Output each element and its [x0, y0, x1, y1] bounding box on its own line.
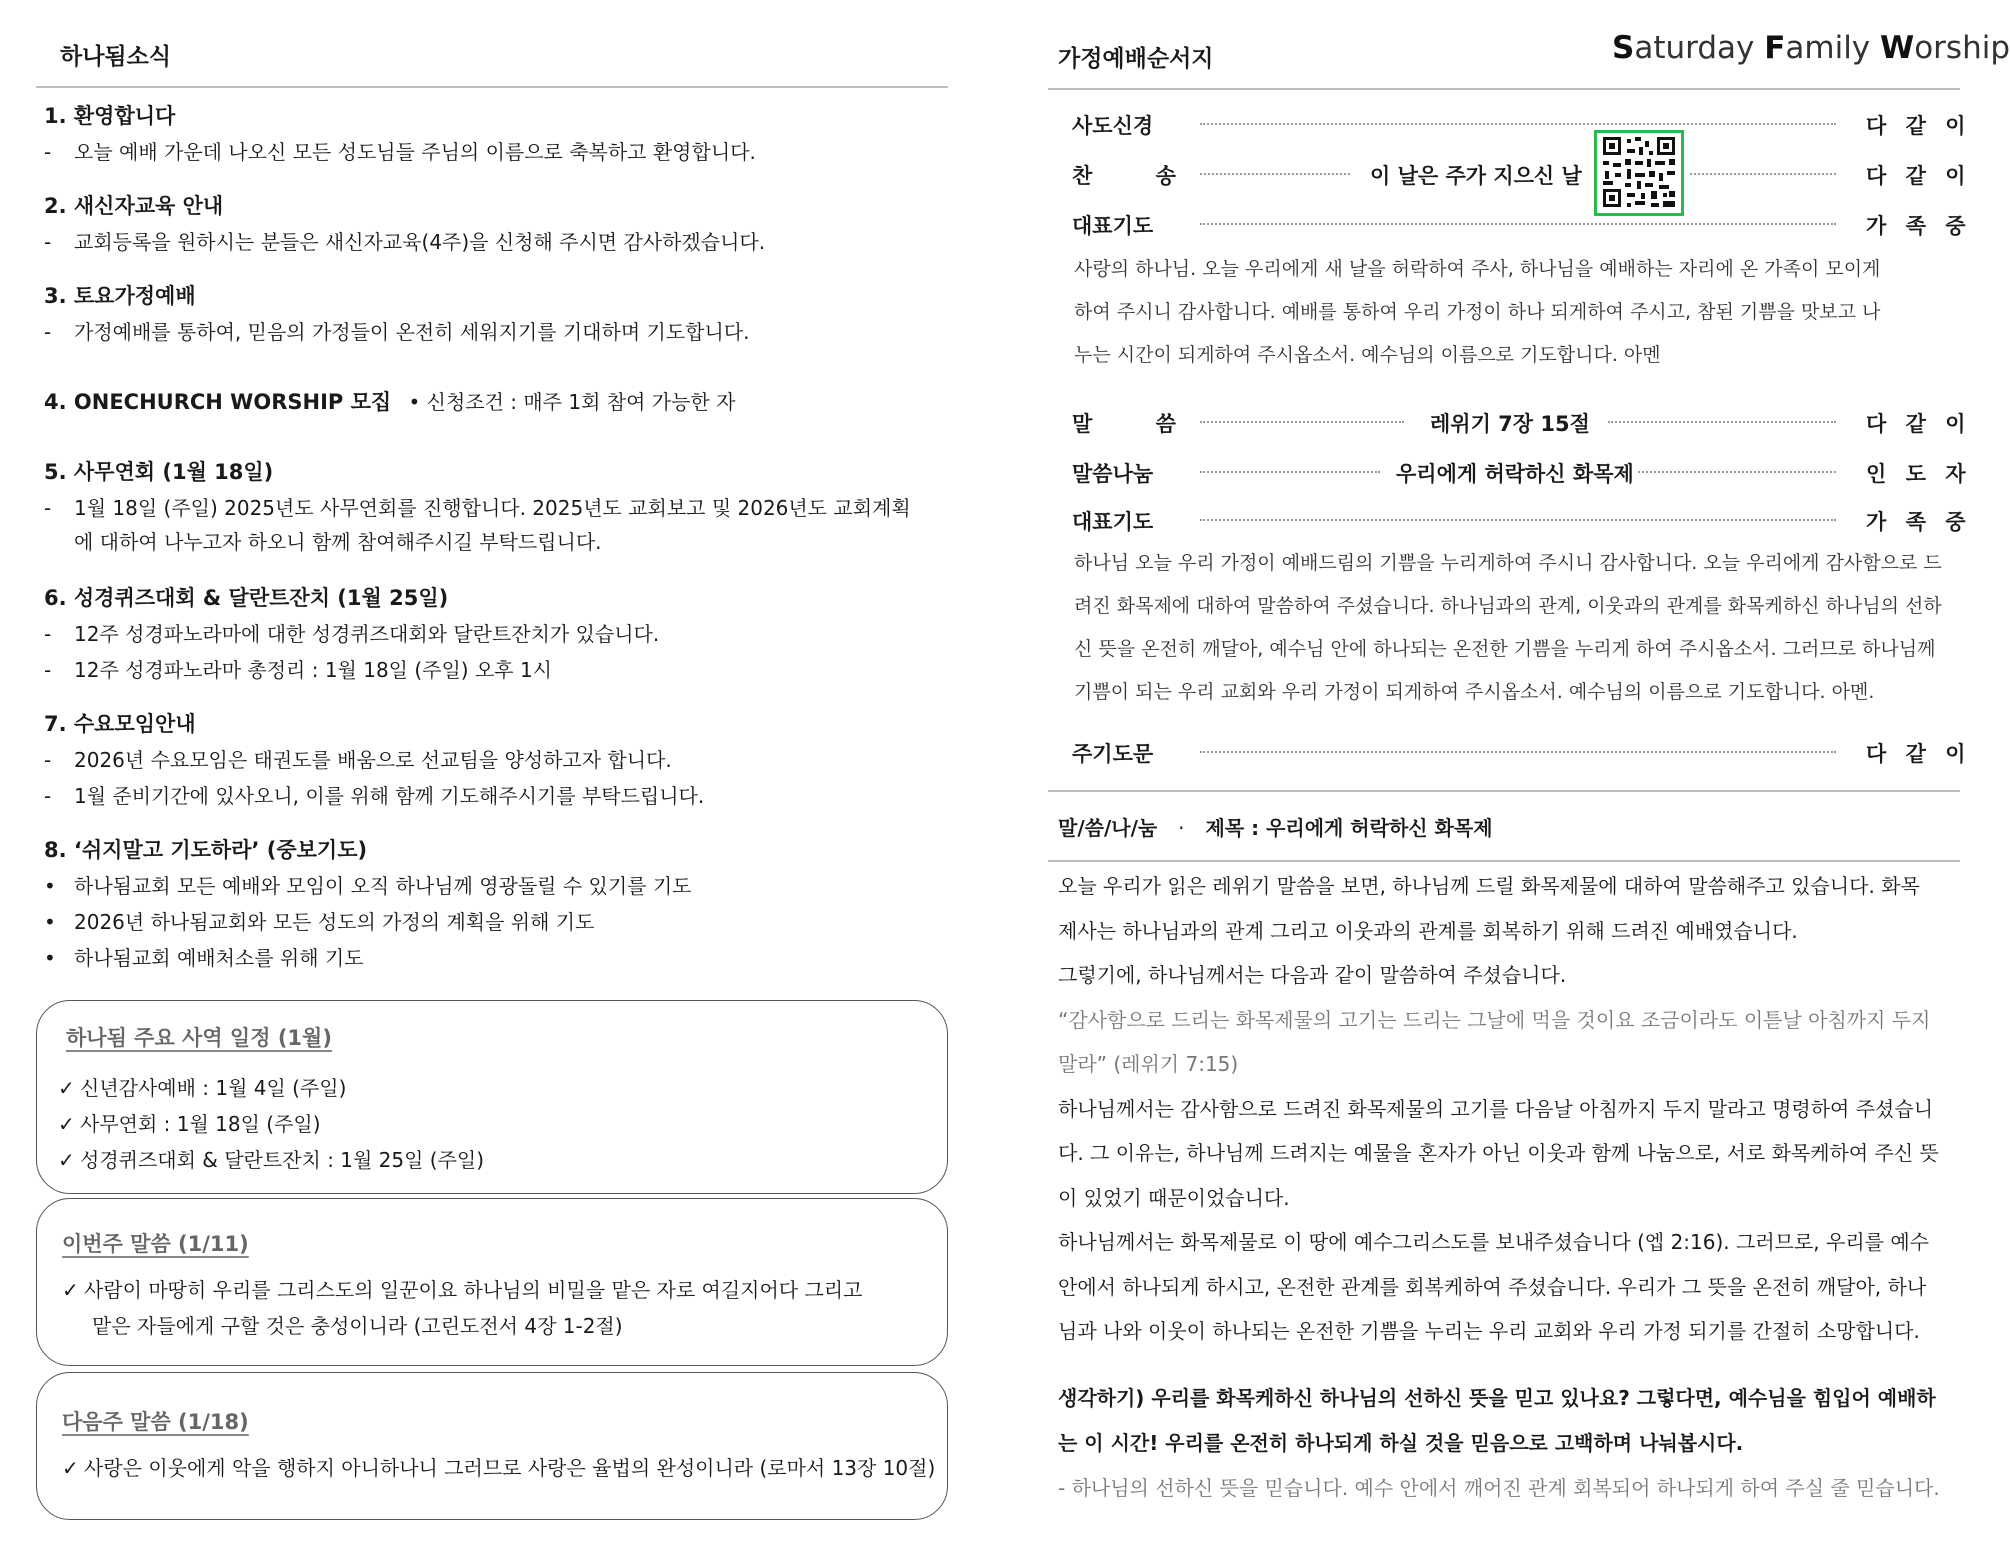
order-role: 다 같 이: [1866, 114, 1972, 138]
sermon-line: 다. 그 이유는, 하나님께 드려지는 예물을 혼자가 아닌 이웃과 함께 나눔으로, 서로 화목케하여 주신 뜻: [1058, 1141, 1939, 1165]
scripture-quote: 말라” (레위기 7:15): [1058, 1052, 1239, 1076]
notice-line: - 12주 성경파노라마 총정리 : 1월 18일 (주일) 오후 1시: [44, 658, 552, 682]
check-icon: ✓: [58, 1076, 75, 1100]
sermon-top-divider: [1048, 790, 1960, 792]
dotted-leader: [1200, 519, 1836, 521]
sermon-line: 안에서 하나되게 하시고, 온전한 관계를 회복케하여 주셨습니다. 우리가 그 뜻을 온전히 깨달아, 하나: [1058, 1274, 1927, 1299]
verse-line: ✓ 사랑은 이웃에게 악을 행하지 아니하나니 그러므로 사랑은 율법의 완성이니라 (로마서 13장 10절): [62, 1456, 936, 1480]
sermon-line: 오늘 우리가 읽은 레위기 말씀을 보면, 하나님께 드릴 화목제물에 대하여 말씀해주고 있습니다. 화목: [1058, 874, 1920, 898]
prayer-bullet: • 2026년 하나됨교회와 모든 성도의 가정의 계획을 위해 기도: [44, 910, 595, 934]
notice-title-5: 5. 사무연회 (1월 18일): [44, 460, 274, 484]
schedule-title: 하나됨 주요 사역 일정 (1월): [66, 1026, 332, 1050]
notice-line: - 1월 준비기간에 있사오니, 이를 위해 함께 기도해주시기를 부탁드립니다.: [44, 784, 705, 808]
order-role: 가 족 중: [1866, 214, 1972, 238]
verse-line: ✓ 사람이 마땅히 우리를 그리스도의 일꾼이요 하나님의 비밀을 맡은 자로 여길지어다 그리고: [62, 1278, 863, 1302]
sermon-line: 하나님께서는 화목제물로 이 땅에 예수그리스도를 보내주셨습니다 (엡 2:16). 그러므로, 우리를 예수: [1058, 1230, 1929, 1254]
dotted-leader: [1200, 123, 1836, 125]
order-label: 대표기도: [1072, 510, 1154, 534]
order-label: 말 씀: [1072, 412, 1204, 436]
order-label: 주기도문: [1072, 742, 1154, 766]
schedule-item: ✓ 신년감사예배 : 1월 4일 (주일): [58, 1076, 347, 1100]
notice-title-7: 7. 수요모임안내: [44, 712, 196, 736]
next-week-verse-box: [36, 1372, 948, 1520]
check-icon: ✓: [62, 1278, 79, 1302]
notice-title-1: 1. 환영합니다: [44, 104, 176, 128]
dotted-leader: [1638, 471, 1836, 473]
dotted-leader: [1200, 173, 1350, 175]
dotted-leader: [1200, 421, 1404, 423]
next-week-verse-title: 다음주 말씀 (1/18): [62, 1410, 249, 1434]
order-label: 말씀나눔: [1072, 462, 1154, 486]
order-item: 레위기 7장 15절: [1430, 412, 1590, 436]
order-role: 가 족 중: [1866, 510, 1972, 534]
notice-line: - 가정예배를 통하여, 믿음의 가정들이 온전히 세워지기를 기대하며 기도합니다.: [44, 320, 750, 344]
order-role: 다 같 이: [1866, 164, 1972, 188]
prayer-bullet: • 하나됨교회 예배처소를 위해 기도: [44, 946, 364, 970]
notice-line: 에 대하여 나누고자 하오니 함께 참여해주시길 부탁드립니다.: [74, 530, 602, 554]
sermon-body: [1058, 864, 1958, 1354]
check-icon: ✓: [58, 1148, 75, 1172]
notice-line: - 교회등록을 원하시는 분들은 새신자교육(4주)을 신청해 주시면 감사하겠습니다.: [44, 230, 766, 254]
notice-line: - 오늘 예배 가운데 나오신 모든 성도님들 주님의 이름으로 축복하고 환영합니다.: [44, 140, 756, 164]
sermon-line: 님과 나와 이웃이 하나되는 온전한 기쁨을 누리는 우리 교회와 우리 가정 되기를 간절히 소망합니다.: [1058, 1319, 1920, 1343]
verse-line: 맡은 자들에게 구할 것은 충성이니라 (고린도전서 4장 1-2절): [92, 1314, 623, 1338]
qr-code-icon[interactable]: [1594, 130, 1684, 216]
notice-note: • 신청조건 : 매주 1회 참여 가능한 자: [408, 390, 736, 414]
opening-prayer: 사랑의 하나님. 오늘 우리에게 새 날을 허락하여 주사, 하나님을 예배하는 자리에 온 가족이 모이게 하여 주시니 감사합니다. 예배를 통하여 우리 가정이 하나 되게하여 주시고, 참된 기쁨을 맛보고 나 누는 시간이 되게하여 주시옵소서. 예수님의 이름으로 기도합니다. 아멘: [1074, 258, 1881, 366]
dotted-leader: [1200, 471, 1380, 473]
order-role: 인 도 자: [1866, 462, 1972, 486]
right-header-divider: [1048, 88, 1960, 90]
notice-title-3: 3. 토요가정예배: [44, 284, 196, 308]
dotted-leader: [1608, 421, 1836, 423]
brand-title: Saturday Family Worship: [1612, 30, 2010, 66]
dotted-leader: [1200, 751, 1836, 753]
notice-title-8: 8. ‘쉬지말고 기도하라’ (중보기도): [44, 838, 368, 862]
reflection-answer: - 하나님의 선하신 뜻을 믿습니다. 예수 안에서 깨어진 관계 회복되어 하나되게 하여 주실 줄 믿습니다.: [1058, 1476, 1940, 1500]
notice-title-2: 2. 새신자교육 안내: [44, 194, 224, 218]
sermon-line: 제사는 하나님과의 관계 그리고 이웃과의 관계를 회복하기 위해 드려진 예배였습니다.: [1058, 918, 1798, 943]
order-role: 다 같 이: [1866, 742, 1972, 766]
sermon-header: 말/씀/나/눔 · 제목 : 우리에게 허락하신 화목제: [1058, 816, 1493, 840]
notice-line: - 2026년 수요모임은 태권도를 배움으로 선교팀을 양성하고자 합니다.: [44, 748, 672, 772]
order-label: 사도신경: [1072, 114, 1154, 138]
order-label: 대표기도: [1072, 214, 1154, 238]
sermon-line: 그렇기에, 하나님께서는 다음과 같이 말씀하여 주셨습니다.: [1058, 963, 1567, 987]
scripture-quote: “감사함으로 드리는 화목제물의 고기는 드리는 그날에 먹을 것이요 조금이라도 이튿날 아침까지 두지: [1058, 1007, 1931, 1032]
right-page-title: 가정예배순서지: [1058, 46, 1214, 72]
prayer-bullet: • 하나됨교회 모든 예배와 모임이 오직 하나님께 영광돌릴 수 있기를 기도: [44, 874, 692, 898]
left-page-title: 하나됨소식: [60, 44, 172, 70]
sermon-line: 이 있었기 때문이었습니다.: [1058, 1185, 1290, 1210]
order-item: 우리에게 허락하신 화목제: [1396, 462, 1634, 486]
check-icon: ✓: [58, 1112, 75, 1136]
order-item: 이 날은 주가 지으신 날: [1370, 164, 1582, 188]
dotted-leader: [1690, 173, 1836, 175]
schedule-item: ✓ 성경퀴즈대회 & 달란트잔치 : 1월 25일 (주일): [58, 1148, 485, 1172]
left-header-divider: [36, 86, 948, 88]
notice-line: - 12주 성경파노라마에 대한 성경퀴즈대회와 달란트잔치가 있습니다.: [44, 622, 660, 646]
check-icon: ✓: [62, 1456, 79, 1480]
sermon-header-divider: [1048, 860, 1960, 862]
notice-title-6: 6. 성경퀴즈대회 & 달란트잔치 (1월 25일): [44, 586, 449, 610]
closing-prayer: 하나님 오늘 우리 가정이 예배드림의 기쁨을 누리게하여 주시니 감사합니다. 오늘 우리에게 감사함으로 드 려진 화목제에 대하여 말씀하여 주셨습니다. 하나님과의 관계, 이웃과의 관계를 화목케하신 하나님의 선하 신 뜻을 온전히 깨달아, 예수님 안에 하나되는 온전한 기쁨을 누리게 하여 주시옵소서. 그러므로 하나님께 기쁨이 되는 우리 교회와 우리 가정이 되게하여 주시옵소서. 예수님의 이름으로 기도합니다. 아멘.: [1074, 552, 1942, 703]
notice-title-4: 4. ONECHURCH WORSHIP 모집 • 신청조건 : 매주 1회 참여 가능한 자: [44, 390, 736, 414]
schedule-item: ✓ 사무연회 : 1월 18일 (주일): [58, 1112, 321, 1136]
order-role: 다 같 이: [1866, 412, 1972, 436]
notice-line: - 1월 18일 (주일) 2025년도 사무연회를 진행합니다. 2025년도 교회보고 및 2026년도 교회계획: [44, 496, 911, 520]
sermon-line: 하나님께서는 감사함으로 드려진 화목제물의 고기를 다음날 아침까지 두지 말라고 명령하여 주셨습니: [1058, 1096, 1934, 1121]
order-label: 찬 송: [1072, 164, 1204, 188]
this-week-verse-title: 이번주 말씀 (1/11): [62, 1232, 249, 1256]
qr-code-graphic: [1597, 133, 1681, 213]
dotted-leader: [1200, 223, 1836, 225]
reflection-question: 생각하기) 우리를 화목케하신 하나님의 선하신 뜻을 믿고 있나요? 그렇다면, 예수님을 힘입어 예배하 는 이 시간! 우리를 온전히 하나되게 하실 것을 믿음으로 고백하며 나눠봅시다.: [1058, 1386, 1936, 1455]
